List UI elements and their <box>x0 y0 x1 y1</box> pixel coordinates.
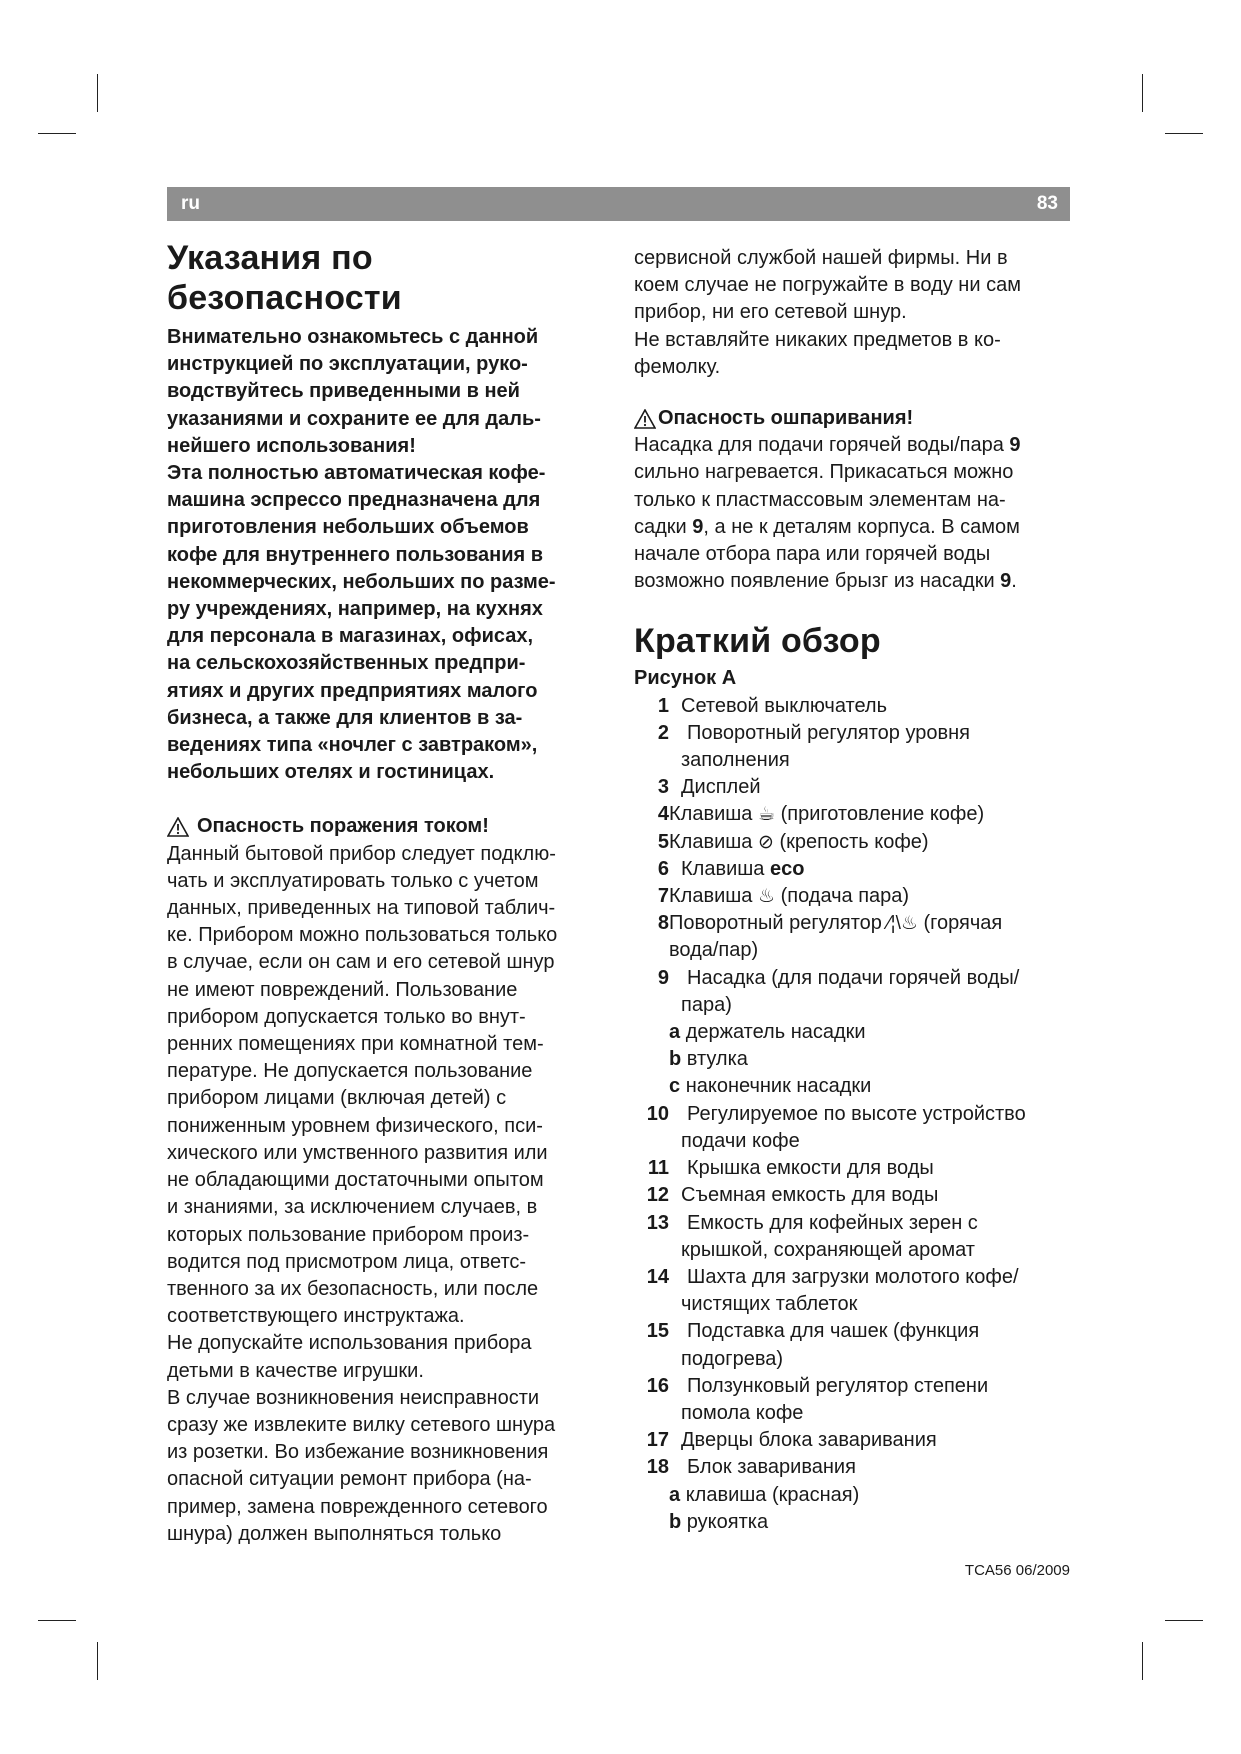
safety-title: Указания по безопасности <box>167 239 402 317</box>
warning-triangle-icon <box>167 817 189 837</box>
list-item: 18 Блок заваривания <box>646 1456 856 1479</box>
crop-mark <box>1165 1620 1203 1621</box>
coffee-bean-icon: ⊘ <box>757 831 774 853</box>
overview-title: Краткий обзор <box>634 622 881 661</box>
safety-continued-text: сервисной службой нашей фирмы. Ни в коем случае не погружайте в воду ни сам прибор, ни его сетевой шнур. Не вставляйте никаких предметов в ко- фемолку. <box>634 247 1021 378</box>
list-item: 2 Поворотный регулятор уровня заполнения <box>657 721 970 772</box>
list-item: 16 Ползунковый регулятор степени помола кофе <box>646 1374 989 1424</box>
list-item: 15 Подставка для чашек (функция подогрева) <box>646 1320 980 1370</box>
list-subitem: b рукоятка <box>669 1510 769 1533</box>
list-item: 13 Емкость для кофейных зерен с крышкой, сохраняющей аромат <box>646 1211 978 1261</box>
crop-mark <box>38 1620 76 1621</box>
hot-water-steam-icon: ⁄¦\♨ <box>887 913 918 935</box>
list-item: 8 Поворотный регулятор ⁄¦\♨ (горячая вода/пар) <box>657 912 1003 962</box>
list-item: 12 Съемная емкость для воды <box>646 1184 939 1207</box>
crop-mark <box>38 133 76 134</box>
list-subitem: c наконечник насадки <box>669 1075 872 1098</box>
list-item: 1 Сетевой выключатель <box>657 694 888 717</box>
scald-warning-text: Насадка для подачи горячей воды/пара 9 сильно нагревается. Прикасаться можно только к пластмассовым элементам на- садки 9, а не к деталям корпуса. В самом начале отбора пара или горячей воды возможно появление брызг из насадки 9. <box>634 434 1021 593</box>
page-number: 83 <box>1036 193 1058 214</box>
crop-mark <box>97 74 98 112</box>
parts-list <box>634 693 1074 1536</box>
list-item: 6 Клавиша eco <box>657 857 805 880</box>
crop-mark <box>1165 133 1203 134</box>
list-item: 14 Шахта для загрузки молотого кофе/ чистящих таблеток <box>646 1265 1019 1316</box>
scald-warning-title: Опасность ошпаривания! <box>634 405 1074 432</box>
list-item: 9 Насадка (для подачи горячей воды/ пара) <box>657 966 1020 1016</box>
left-column <box>167 238 612 1548</box>
list-item: 17 Дверцы блока заваривания <box>646 1429 937 1452</box>
crop-mark <box>1142 1642 1143 1680</box>
intro-paragraph: Внимательно ознакомьтесь с данной инструкцией по эксплуатации, руко- водствуйтесь приведенными в ней указаниями и сохраните ее для даль- нейшего использования! Эта полностью автоматическая кофе- машина эспрессо предназначена для приготовления небольших объемов кофе для внутреннего пользования в некоммерческих, небольших по разме- ру учреждениях, например, на кухнях для персонала в магазинах, офисах, на сельскохозяйственных предпри- ятиях и других предприятиях малого бизнеса, а также для клиентов в за- ведениях типа «ночлег с завтраком», небольших отелях и гостиницах. <box>167 326 556 784</box>
crop-mark <box>1142 74 1143 112</box>
coffee-cup-icon: ☕ <box>757 804 776 826</box>
steam-icon: ♨ <box>757 886 776 908</box>
list-item: 7 Клавиша ♨ (подача пара) <box>657 885 910 908</box>
page-header-bar <box>167 187 1070 221</box>
list-item: 3 Дисплей <box>657 776 761 799</box>
list-subitem: a держатель насадки <box>669 1021 866 1044</box>
list-subitem: b втулка <box>669 1048 748 1071</box>
list-item: 5 Клавиша ⊘ (крепость кофе) <box>657 830 929 853</box>
list-item: 11 Крышка емкости для воды <box>647 1157 934 1180</box>
warning-triangle-icon <box>634 409 656 429</box>
figure-label: Рисунок А <box>634 667 737 690</box>
list-item: 4 Клавиша ☕ (приготовление кофе) <box>657 803 985 826</box>
list-subitem: a клавиша (красная) <box>669 1483 860 1506</box>
electric-shock-warning-title: Опасность поражения током! <box>167 813 612 840</box>
list-item: 10 Регулируемое по высоте устройство подачи кофе <box>646 1102 1026 1152</box>
electric-shock-text: Данный бытовой прибор следует подклю- чать и эксплуатировать только с учетом данных, приведенных на типовой таблич- ке. Прибором можно пользоваться только в случае, если он сам и его сетевой шнур не имеют повреждений. Пользование прибором допускается только во внут- ренних помещениях при комнатной тем- пературе. Не допускается пользование прибором лицами (включая детей) с пониженным уровнем физического, пси- хического или умственного развития или не обладающими достаточными опытом и знаниями, за исключением случаев, в которых пользование прибором произ- водится под присмотром лица, ответс- твенного за их безопасность, или после соответствующего инструктажа. Не допускайте использования прибора детьми в качестве игрушки. В случае возникновения неисправности сразу же извлеките вилку сетевого шнура из розетки. Во избежание возникновения опасной ситуации ремонт прибора (на- пример, замена поврежденного сетевого шнура) должен выполняться только <box>167 842 558 1545</box>
crop-mark <box>97 1642 98 1680</box>
language-code: ru <box>181 193 200 214</box>
right-column <box>634 245 1074 1536</box>
footer-model-date: TCA56 06/2009 <box>964 1562 1070 1579</box>
